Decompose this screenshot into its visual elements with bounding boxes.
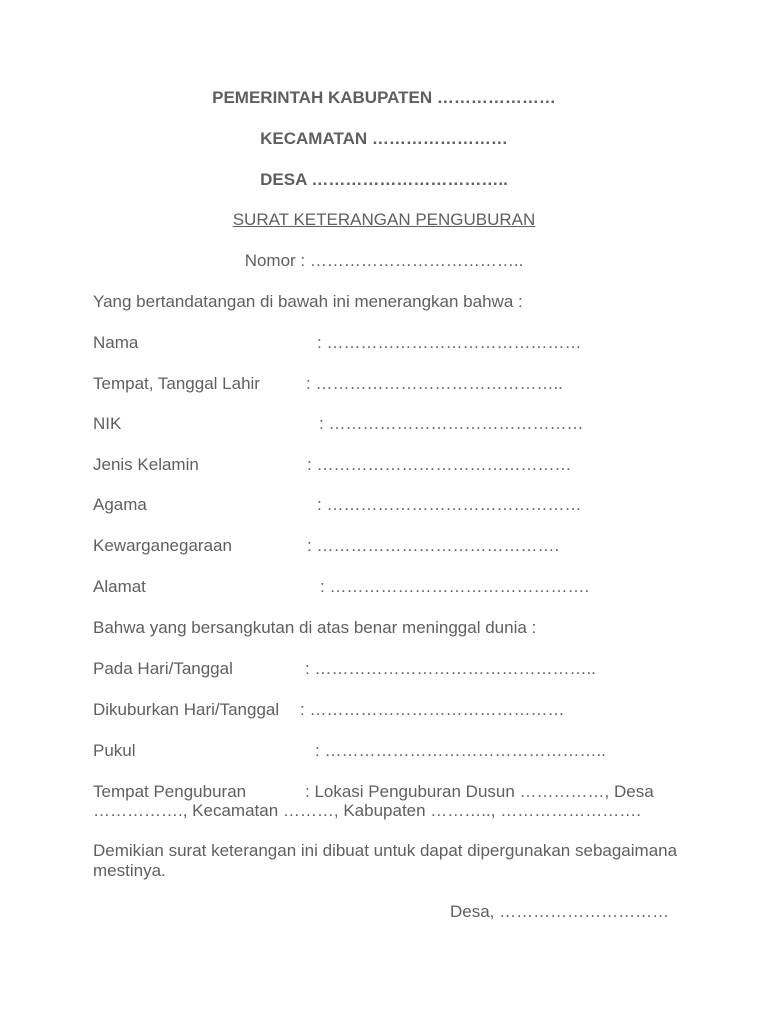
field-value-alamat: : ………………………………………. <box>320 577 590 596</box>
field-label-pukul: Pukul <box>93 741 136 760</box>
header-government: PEMERINTAH KABUPATEN ………………… <box>212 88 556 107</box>
field-value-agama: : ……………………………………… <box>317 495 582 514</box>
field-label-pada-hari-tanggal: Pada Hari/Tanggal <box>93 659 233 678</box>
field-value-pada-hari-tanggal: : ………………………………………….. <box>305 659 596 678</box>
field-value-nama: : ……………………………………… <box>317 333 582 352</box>
field-value-tempat-penguburan: : Lokasi Penguburan Dusun ……………, Desa <box>305 782 654 801</box>
field-label-jenis-kelamin: Jenis Kelamin <box>93 455 199 474</box>
field-value-pukul: : ………………………………………….. <box>315 741 606 760</box>
intro-statement: Yang bertandatangan di bawah ini menerangkan bahwa : <box>93 292 523 311</box>
field-label-tempat-tanggal-lahir: Tempat, Tanggal Lahir <box>93 374 260 393</box>
field-value-jenis-kelamin: : ……………………………………… <box>307 455 572 474</box>
field-label-agama: Agama <box>93 495 147 514</box>
field-label-dikuburkan-hari-tanggal: Dikuburkan Hari/Tanggal <box>93 700 280 719</box>
field-value-kewarganegaraan: : ……………………………………. <box>307 536 560 555</box>
header-village: DESA …………………………….. <box>260 170 508 189</box>
death-statement: Bahwa yang bersangkutan di atas benar meninggal dunia : <box>93 618 537 637</box>
field-label-kewarganegaraan: Kewarganegaraan <box>93 536 232 555</box>
field-label-tempat-penguburan: Tempat Penguburan <box>93 782 247 801</box>
field-value-nik: : ……………………………………… <box>319 414 584 433</box>
field-value-tempat-penguburan-continued: ……………., Kecamatan ………, Kabupaten ……….., ……………………. <box>93 801 641 820</box>
place-date-signature-line: Desa, ………………………… <box>450 902 670 921</box>
field-label-alamat: Alamat <box>93 577 146 596</box>
field-label-nama: Nama <box>93 333 139 352</box>
document-number: Nomor : ……………………………….. <box>244 251 524 270</box>
closing-statement: Demikian surat keterangan ini dibuat untuk dapat dipergunakan sebagaimana mestinya. <box>93 841 678 880</box>
document-title: SURAT KETERANGAN PENGUBURAN <box>232 210 536 229</box>
field-value-tempat-tanggal-lahir: : …………………………………….. <box>306 374 563 393</box>
field-label-nik: NIK <box>93 414 122 433</box>
header-district: KECAMATAN …………………… <box>260 129 508 148</box>
field-value-dikuburkan-hari-tanggal: : ……………………………………… <box>300 700 565 719</box>
